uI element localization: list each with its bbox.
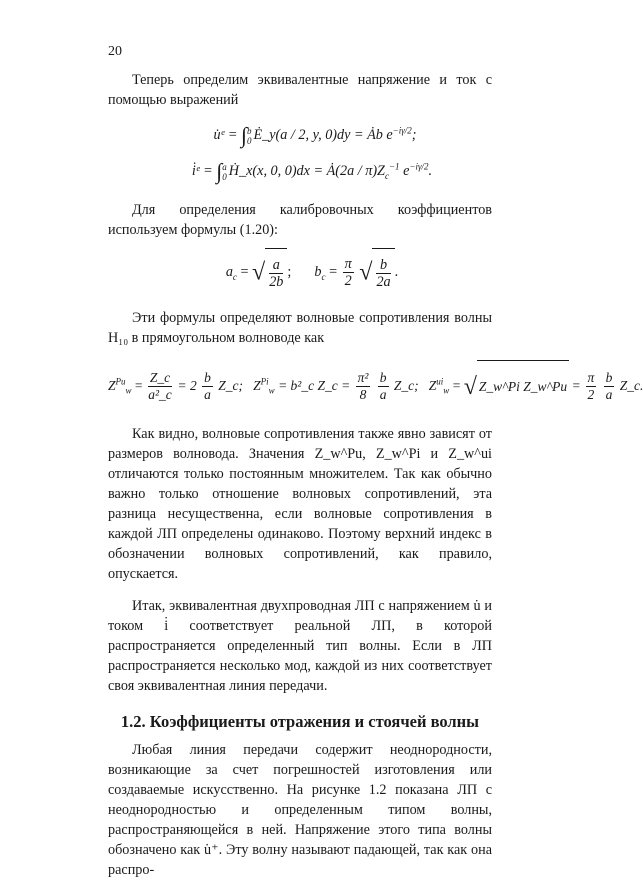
eq4-z1-sub: w (125, 385, 132, 396)
equation-current: i̇ᵉ = ∫ a 0 Ḣ_x(x, 0, 0)dx = Ȧ(2a / $\pi)Z_c^{-1}$ $e^{-i\gamma/2}$. (191, 158, 433, 184)
eq1-body: Ė_y(a / 2, y, 0)dy = Ȧb e (253, 127, 393, 143)
equation-calibration: $a_c$ = √ $\frac{a}{2b}$ ; $b_c$ = $\frac{\pi}{2}$ √ $\frac{b}{2a}$ . (108, 248, 492, 296)
eq4-z2-end: Z_c; (393, 378, 419, 393)
paragraph-3: Эти формулы определяют волновые сопротивления волны H₁₀ в прямоугольном волноводе как (108, 310, 492, 346)
eq4-z3-root: Z_w^Pi Z_w^Pu (477, 360, 569, 413)
eq4-z1: Z (108, 378, 116, 393)
eq4-z3: Z (428, 378, 437, 393)
eq3-ac: a (225, 264, 233, 280)
eq4-z1-den: a²_c (148, 387, 172, 403)
eq4-z2-sup: Pi (260, 376, 269, 387)
eq2-lower-limit: 0 (222, 171, 227, 182)
paragraph-2: Для определения калибровочных коэффициентов используем формулы (1.20): (108, 202, 492, 238)
eq2-sub: c (384, 170, 389, 181)
eq4-z3-sup: ui (436, 376, 444, 387)
eq4-z2-sub: w (268, 385, 275, 396)
eq1-lhs: u̇ᵉ = (213, 127, 241, 143)
eq4-z3-num: π (587, 370, 595, 386)
eq2-exponent: −iγ/2 (409, 161, 429, 172)
eq4-z2-den: 8 (359, 387, 367, 403)
eq2-body: Ḣ_x(x, 0, 0)dx = Ȧ(2a / π)Z (228, 163, 385, 179)
eq2-sup: −1 (388, 161, 400, 172)
eq4-z1-sup: Pu (115, 376, 126, 387)
eq3-bc-pref-den: 2 (344, 273, 352, 290)
eq3-bc-num: b (376, 257, 390, 274)
eq4-z3-sub: w (443, 385, 450, 396)
eq4-z2: Z (253, 378, 261, 393)
eq2-end: . (428, 163, 433, 179)
eq3-bc-den: 2a (376, 274, 391, 291)
eq2-lhs: i̇ᵉ = (191, 163, 217, 179)
eq3-bc-pref-num: π (344, 256, 352, 273)
paragraph-1: Теперь определим эквивалентные напряжение и ток с помощью выражений (108, 72, 492, 108)
eq1-exponent: −iγ/2 (392, 125, 412, 136)
eq4-z2-num: π² (357, 370, 369, 386)
equation-wave-impedances: $Z^{Pu}_w$ = $\frac{Z\_c}{\text{a²\_c}}$ = 2 $\frac{b}{a}$ Z_c; $Z^{Pi}_w$ = b²_c Z_c = $\frac{\text{π²}}{8}$ $\frac{b}{a}$ Z_c; $Z^{ui}_w$ = √ Z_w^Pi Z_w^Pu = $\frac{\pi}{2}$ $\frac{b}{a}$ Z_c. (108, 360, 492, 412)
eq2-upper-limit: a (222, 161, 227, 172)
eq4-z2-mid: = b²_c Z_c = (278, 378, 351, 393)
paragraph-5: Итак, эквивалентная двухпроводная ЛП с напряжением u̇ и током i̇ соответствует реальной ЛП, в которой распространяется определенный тип волны. Если в ЛП распространяется несколько мод, каждой из них соответствует своя эквивалентная линия передачи. (108, 598, 492, 694)
eq4-z3-num2: b (605, 370, 613, 386)
eq3-ac-num: a (269, 257, 283, 274)
eq4-z1-end: Z_c; (218, 378, 244, 393)
eq3-ac-sub: c (232, 271, 237, 282)
eq4-z3-end: Z_c. (619, 378, 643, 393)
eq4-z1-mid: = 2 (177, 378, 197, 393)
page-body (108, 70, 643, 880)
eq4-z2-den2: a (379, 387, 387, 403)
eq1-end: ; (411, 127, 417, 143)
paragraph-6: Любая линия передачи содержит неоднородности, возникающие за счет погрешностей изготовления или создаваемые искусственно. На рисунке 1.2 показана ЛП с неоднородностью и определенным типом волны, распространяющейся в ней. Напряжение этого типа волны обозначено как u̇⁺. Эту волну называют падающей, так как она распро- (108, 742, 492, 878)
eq4-z2-num2: b (379, 370, 387, 386)
eq3-bc: b (314, 264, 322, 280)
page-number: 20 (108, 44, 122, 59)
section-heading: 1.2. Коэффициенты отражения и стоячей волны (120, 712, 480, 731)
eq3-bc-sub: c (321, 271, 326, 282)
eq4-z1-num2: b (204, 370, 211, 386)
eq4-z1-num: Z_c (149, 370, 171, 386)
eq4-z1-den2: a (204, 387, 211, 403)
equation-voltage: u̇ᵉ = ∫ b 0 Ė_y(a / 2, y, 0)dy = Ȧb $e^{-i\gamma/2}$; (213, 122, 417, 148)
eq3-ac-den: 2b (269, 274, 284, 291)
eq4-z3-den2: a (605, 387, 613, 403)
eq4-z3-den: 2 (587, 387, 595, 403)
paragraph-4: Как видно, волновые сопротивления также явно зависят от размеров волновода. Значения Z_w^Pu, Z_w^Pi и Z_w^ui отличаются только постоянным множителем. Так как обычно важно только отношение волновых сопротивлений, эта разница несущественна, если волновые сопротивления в каждой ЛП определены одинаково. Поэтому верхний индекс в обозначении волновых сопротивлений, как правило, опускается. (108, 426, 492, 582)
eq1-upper-limit: b (246, 125, 252, 136)
eq1-lower-limit: 0 (246, 135, 252, 146)
